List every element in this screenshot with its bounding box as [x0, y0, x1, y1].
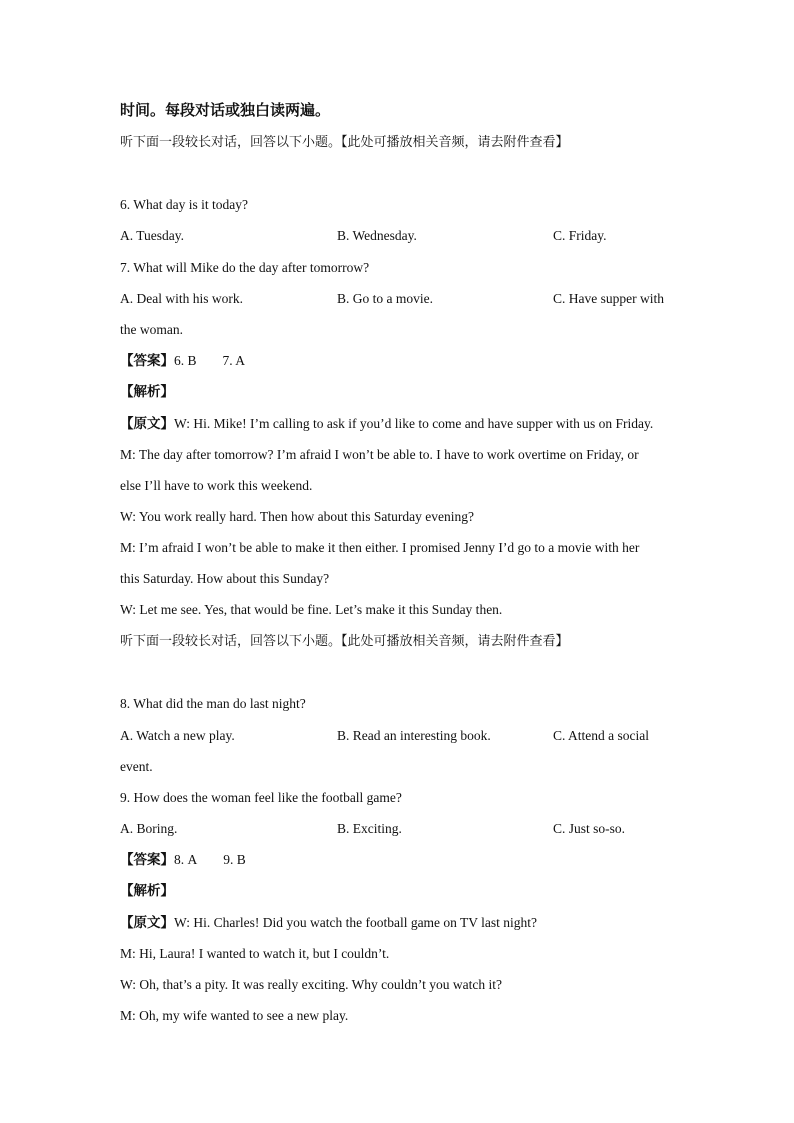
transcript-line	[120, 415, 653, 433]
option-c: C. Attend a social	[553, 728, 649, 743]
transcript-line: else I’ll have to work this weekend.	[120, 478, 313, 493]
transcript-line: M: I’m afraid I won’t be able to make it then either. I promised Jenny I’d go to a movie with her	[120, 540, 640, 555]
option-b: B. Go to a movie.	[337, 291, 433, 306]
listening-instruction: 听下面一段较长对话，回答以下小题。【此处可播放相关音频，请去附件查看】	[120, 634, 569, 649]
answer-value: 7. A	[222, 353, 246, 368]
transcript-label: 【原文】	[120, 416, 174, 432]
answer-label: 【答案】	[120, 852, 174, 868]
option-a: A. Tuesday.	[120, 228, 185, 243]
option-b: B. Exciting.	[337, 821, 402, 836]
option-b: B. Wednesday.	[337, 228, 417, 243]
answer-label: 【答案】	[120, 353, 174, 369]
answer-line	[120, 352, 245, 370]
transcript-line: M: Hi, Laura! I wanted to watch it, but I couldn’t.	[120, 946, 390, 961]
option-a: A. Boring.	[120, 821, 178, 836]
answer-line	[120, 851, 246, 869]
transcript-text: W: Hi. Mike! I’m calling to ask if you’d like to come and have supper with us on Friday.	[174, 416, 654, 431]
question-stem: 9. How does the woman feel like the football game?	[120, 790, 402, 805]
transcript-line: W: Let me see. Yes, that would be fine. Let’s make it this Sunday then.	[120, 602, 503, 617]
answer-value: 6. B	[174, 353, 197, 368]
listening-instruction: 听下面一段较长对话，回答以下小题。【此处可播放相关音频，请去附件查看】	[120, 135, 569, 150]
transcript-text: W: Hi. Charles! Did you watch the football game on TV last night?	[174, 915, 538, 930]
analysis-label: 【解析】	[120, 883, 174, 899]
transcript-line: M: Oh, my wife wanted to see a new play.	[120, 1008, 349, 1023]
answer-value: 8. A	[174, 852, 198, 867]
option-c: C. Just so-so.	[553, 821, 626, 836]
section-heading: 时间。每段对话或独白读两遍。	[120, 101, 331, 119]
question-stem: 7. What will Mike do the day after tomorrow?	[120, 260, 370, 275]
option-continuation: the woman.	[120, 322, 183, 337]
transcript-label: 【原文】	[120, 915, 174, 931]
transcript-line: M: The day after tomorrow? I’m afraid I won’t be able to. I have to work overtime on Friday, or	[120, 447, 639, 462]
option-a: A. Watch a new play.	[120, 728, 235, 743]
question-stem: 6. What day is it today?	[120, 197, 248, 212]
option-c: C. Have supper with	[553, 291, 664, 306]
option-a: A. Deal with his work.	[120, 291, 243, 306]
transcript-line: W: Oh, that’s a pity. It was really exciting. Why couldn’t you watch it?	[120, 977, 503, 992]
question-stem: 8. What did the man do last night?	[120, 696, 306, 711]
answer-value: 9. B	[223, 852, 246, 867]
option-c: C. Friday.	[553, 228, 607, 243]
option-b: B. Read an interesting book.	[337, 728, 491, 743]
option-continuation: event.	[120, 759, 153, 774]
transcript-line: this Saturday. How about this Sunday?	[120, 571, 330, 586]
analysis-label: 【解析】	[120, 384, 174, 400]
transcript-line	[120, 914, 537, 932]
transcript-line: W: You work really hard. Then how about this Saturday evening?	[120, 509, 474, 524]
